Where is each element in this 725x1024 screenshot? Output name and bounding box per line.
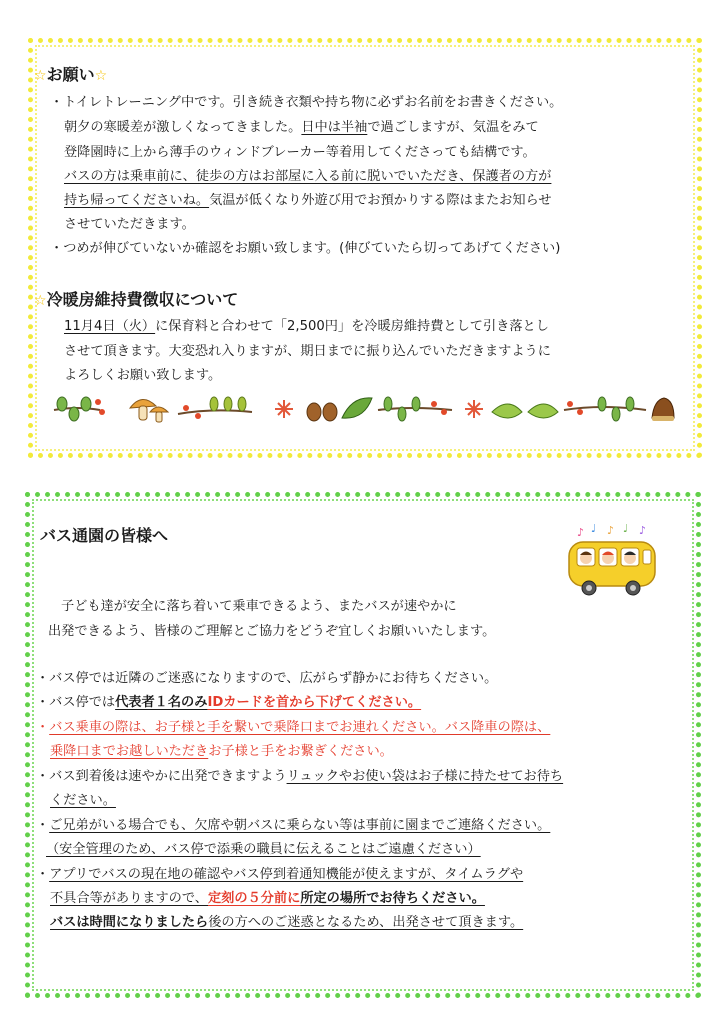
- notice-text: させていただきます。: [64, 217, 195, 232]
- star-icon: ☆: [34, 293, 47, 309]
- bus-intro-line-2: [48, 623, 495, 640]
- bus-rule-text: ・バス停では: [36, 695, 116, 710]
- notice-text: 登降園時に上から薄手のウィンドブレーカー等着用してくださっても結構です。: [64, 145, 536, 160]
- bus-rule-5-line-1: [36, 817, 550, 834]
- bus-rule-underlined: ご兄弟がいる場合でも、欠席や朝バスに乗らない等は事前に園までご連絡ください。: [49, 818, 551, 833]
- bus-rule-4-line-1: [36, 768, 563, 785]
- notice-text-underlined: 日中は半袖: [301, 120, 368, 135]
- bus-rule-1: [36, 670, 497, 687]
- bus-rule-6-line-1: [36, 866, 523, 883]
- notice-item-2: [50, 240, 560, 257]
- bullet: ・: [36, 720, 50, 735]
- bullet: ・: [36, 867, 50, 882]
- bus-rule-underlined: アプリでバスの現在地の確認やバス停到着通知機能が使えますが、タイムラグや: [49, 867, 524, 882]
- bus-intro-text: 子ども達が安全に落ち着いて乗車できるよう、またバスが速やかに: [61, 599, 457, 614]
- leaf-sprig-icon: [378, 397, 452, 421]
- bus-rule-6-line-3: [50, 914, 523, 931]
- bus-rule-underlined: リュックやお使い袋はお子様に持たせてお待ち: [286, 769, 564, 784]
- leaf-sprig-icon: [178, 397, 252, 419]
- leaf-sprig-icon: [54, 397, 105, 421]
- notice-item-1-line-2: [64, 119, 539, 136]
- bus-title: バス通園の皆様へ: [40, 526, 169, 545]
- notice-text: トイレトレーニング中です。引き続き衣類や持ち物に必ずお名前をお書きください。: [63, 95, 563, 110]
- notice-heading: [34, 65, 107, 86]
- notice-item-1-line-1: [50, 94, 562, 111]
- bus-rule-red-text: バス乗車の際は、お子様と手を繋いで乗降口までお連れください。バス降車の際は、: [49, 720, 551, 735]
- star-icon: ☆: [94, 68, 108, 84]
- bus-rule-underlined: ください。: [50, 793, 116, 808]
- acorn-leaf-icon: [307, 398, 372, 421]
- bus-illustration: [563, 522, 663, 600]
- notice-text: つめが伸びていないか確認をお願い致します。(伸びていたら切ってあげてください): [63, 241, 561, 256]
- fee-date: 11月4日（火）: [64, 319, 156, 334]
- bus-rule-emphasis: 所定の場所でお待ちください。: [300, 891, 485, 906]
- flower-icon: [275, 400, 293, 418]
- bus-rule-emphasis-red: IDカードを首から下げてください。: [207, 695, 422, 710]
- bus-rule-text: ・バス停では近隣のご迷惑になりますので、広がらず静かにお待ちください。: [36, 671, 498, 686]
- bus-rule-emphasis-red: 定刻の５分前に: [208, 891, 301, 906]
- notice-text-underlined: 持ち帰ってくださいね。: [64, 193, 210, 208]
- svg-text:♪: ♪: [607, 524, 615, 537]
- bus-heading: [40, 526, 168, 546]
- bus-intro-text: 出発できるよう、皆様のご理解とご協力をどうぞ宜しくお願いいたします。: [48, 624, 496, 639]
- bus-rule-6-line-2: [50, 890, 485, 907]
- bus-rule-emphasis: バスは時間になりましたら: [50, 915, 209, 930]
- notice-text: 気温が低くなり外遊び用でお預かりする際はまたお知らせ: [209, 193, 552, 208]
- bus-rule-3-line-1: [36, 719, 550, 736]
- bus-rule-red-text: お子様と手をお繋ぎください。: [208, 744, 393, 759]
- fee-title: 冷暖房維持費徴収について: [46, 290, 239, 309]
- fee-text: よろしくお願い致します。: [64, 368, 222, 383]
- bus-rule-emphasis: 代表者１名のみ: [115, 695, 208, 710]
- autumn-garland: [52, 392, 677, 426]
- notice-item-1-line-5: [64, 192, 552, 209]
- svg-text:♩: ♩: [591, 522, 597, 535]
- leaf-sprig-icon: [564, 397, 646, 421]
- fee-text: させて頂きます。大変恐れ入りますが、期日までに振り込んでいただきますように: [64, 344, 551, 359]
- bullet: ・: [50, 95, 64, 110]
- fee-line-1: [64, 318, 549, 335]
- svg-text:♩: ♩: [623, 522, 629, 535]
- notice-item-1-line-4: [64, 168, 551, 185]
- notice-text-underlined: バスの方は乗車前に、徒歩の方はお部屋に入る前に脱いでいただき、保護者の方が: [64, 169, 552, 184]
- bus-rule-3-line-2: [50, 743, 393, 760]
- flower-icon: [465, 400, 483, 418]
- notice-text: 朝夕の寒暖差が激しくなってきました。: [64, 120, 302, 135]
- svg-text:♪: ♪: [639, 524, 647, 537]
- bus-rule-5-line-2: [46, 841, 481, 858]
- fee-heading: [34, 290, 238, 311]
- bus-rule-underlined: 後の方へのご迷惑となるため、出発させて頂きます。: [208, 915, 524, 930]
- bullet: ・: [36, 818, 50, 833]
- fee-line-2: [64, 343, 551, 360]
- mushroom-icon: [130, 399, 168, 422]
- notice-item-1-line-3: [64, 144, 536, 161]
- lantern-plant-icon: [492, 404, 558, 418]
- star-icon: ☆: [34, 68, 47, 84]
- bullet: ・: [50, 241, 64, 256]
- bus-rule-underlined: （安全管理のため、バス停で添乗の職員に伝えることはご遠慮ください）: [46, 842, 481, 857]
- bus-rule-2: [36, 694, 421, 711]
- chestnut-icon: [652, 398, 674, 421]
- notice-text: で過ごしますが、気温をみて: [367, 120, 539, 135]
- fee-text: に保育料と合わせて「2,500円」を冷暖房維持費として引き落とし: [155, 319, 549, 334]
- bus-intro-line-1: [61, 598, 457, 615]
- notice-title: お願い: [46, 65, 95, 84]
- bus-rule-text: ・バス到着後は速やかに出発できますよう: [36, 769, 287, 784]
- svg-text:♪: ♪: [577, 526, 585, 539]
- notice-item-1-line-6: [64, 216, 195, 233]
- fee-line-3: [64, 367, 221, 384]
- bus-rule-4-line-2: [50, 792, 116, 809]
- bus-rule-underlined: 不具合等がありますので、: [50, 891, 208, 906]
- bus-rule-red-text: 乗降口までお越しいただき: [50, 744, 209, 759]
